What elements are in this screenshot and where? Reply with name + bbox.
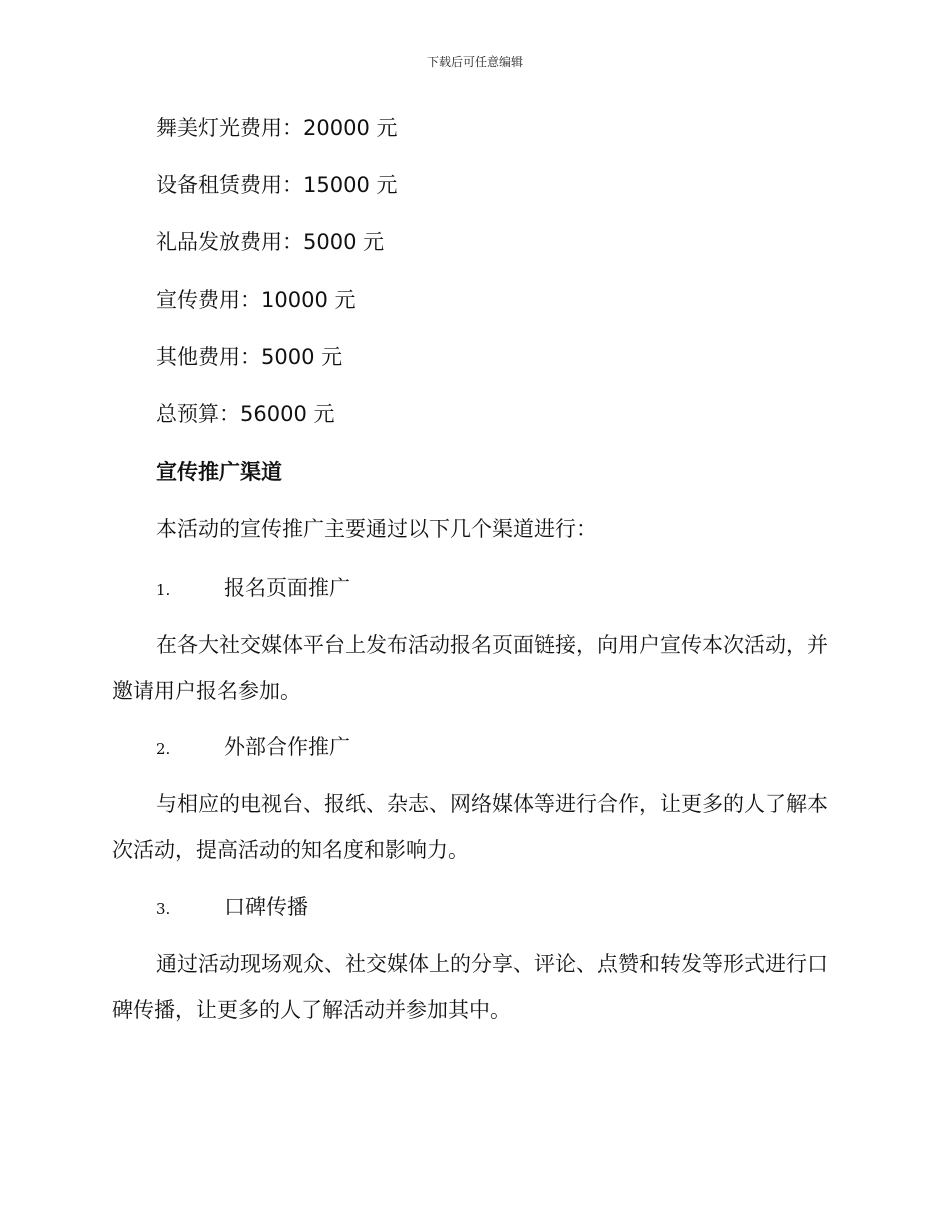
page-header: 下载后可任意编辑: [426, 55, 523, 69]
list-number: 3.: [156, 900, 171, 918]
budget-item-other: 其他费用：5000 元: [156, 345, 343, 369]
channel-item-3-heading: [156, 892, 308, 924]
list-number: 1.: [156, 581, 171, 599]
channel-title: 口碑传播: [224, 895, 308, 919]
channel-item-1-heading: [156, 573, 350, 605]
budget-item-equipment-rental: 设备租赁费用：15000 元: [156, 173, 398, 197]
budget-total: 总预算：56000 元: [156, 402, 335, 426]
channel-item-2-heading: [156, 732, 350, 764]
list-number: 2.: [156, 740, 171, 758]
channel-title: 报名页面推广: [224, 576, 350, 600]
section-heading: 宣传推广渠道: [156, 460, 282, 484]
channel-item-2-description: 与相应的电视台、报纸、杂志、网络媒体等进行合作，让更多的人了解本次活动，提高活动的知名度和影响力。: [112, 792, 828, 862]
budget-item-gifts: 礼品发放费用：5000 元: [156, 230, 385, 254]
budget-item-stage-lighting: 舞美灯光费用：20000 元: [156, 116, 398, 140]
channel-title: 外部合作推广: [224, 735, 350, 759]
budget-item-promotion: 宣传费用：10000 元: [156, 288, 356, 312]
section-intro: 本活动的宣传推广主要通过以下几个渠道进行：: [156, 517, 597, 541]
channel-item-3-description: 通过活动现场观众、社交媒体上的分享、评论、点赞和转发等形式进行口碑传播，让更多的人了解活动并参加其中。: [112, 952, 828, 1022]
channel-item-1-description: 在各大社交媒体平台上发布活动报名页面链接，向用户宣传本次活动，并邀请用户报名参加。: [112, 633, 828, 703]
